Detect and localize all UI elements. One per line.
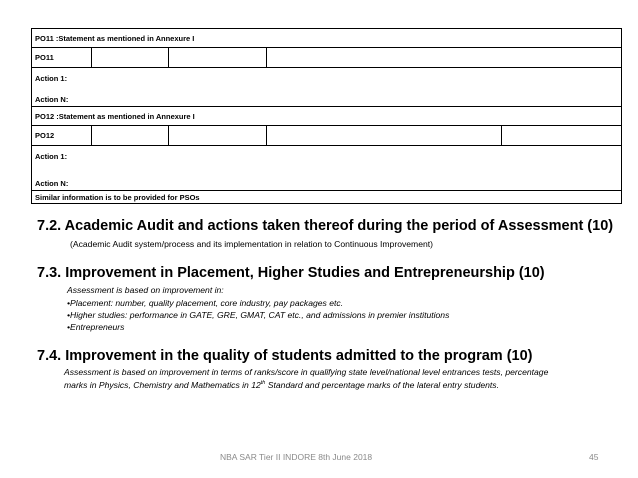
po11-action-last: Action N: bbox=[35, 95, 69, 104]
table-row bbox=[32, 68, 622, 107]
po12-action-last: Action N: bbox=[35, 179, 69, 188]
po12-cell bbox=[169, 126, 267, 146]
pso-note: Similar information is to be provided for PSOs bbox=[32, 191, 622, 204]
po12-label: PO12 bbox=[32, 126, 92, 146]
po12-cell bbox=[92, 126, 169, 146]
table-row bbox=[32, 48, 622, 68]
section-7-4-line1: Assessment is based on improvement in terms of ranks/score in qualifying state level/national level entrances tests, percentage bbox=[64, 367, 549, 377]
po12-cell bbox=[267, 126, 622, 146]
section-7-4-heading: 7.4. Improvement in the quality of students admitted to the program (10) bbox=[37, 348, 533, 364]
po12-statement: PO12 :Statement as mentioned in Annexure I bbox=[32, 107, 622, 126]
section-7-3-intro: Assessment is based on improvement in: bbox=[67, 285, 224, 295]
page-number: 45 bbox=[589, 452, 599, 462]
po11-statement: PO11 :Statement as mentioned in Annexure I bbox=[32, 29, 622, 48]
footer-text: NBA SAR Tier II INDORE 8th June 2018 bbox=[220, 452, 373, 462]
po12-actions bbox=[32, 146, 622, 191]
po11-cell bbox=[267, 48, 622, 68]
section-7-4-line2-tail: Standard and percentage marks of the lateral entry students. bbox=[265, 380, 499, 390]
section-7-3-heading: 7.3. Improvement in Placement, Higher Studies and Entrepreneurship (10) bbox=[37, 265, 545, 281]
po11-actions bbox=[32, 68, 622, 107]
section-7-3-bullet-placement: •Placement: number, quality placement, core industry, pay packages etc. bbox=[67, 298, 344, 308]
table-row bbox=[32, 146, 622, 191]
section-7-4-line2-text: marks in Physics, Chemistry and Mathematics in 12 bbox=[64, 380, 261, 390]
section-7-2-note: (Academic Audit system/process and its implementation in relation to Continuous Improvement) bbox=[70, 239, 434, 249]
section-7-3-bullet-entrepreneurs: •Entrepreneurs bbox=[67, 322, 125, 332]
po11-cell bbox=[92, 48, 169, 68]
table-row bbox=[32, 29, 622, 48]
table-row bbox=[32, 191, 622, 204]
po11-cell bbox=[169, 48, 267, 68]
section-7-2-heading: 7.2. Academic Audit and actions taken thereof during the period of Assessment (10) bbox=[37, 218, 614, 234]
po11-label: PO11 bbox=[32, 48, 92, 68]
table-row bbox=[32, 107, 622, 126]
section-7-3-bullet-higher-studies: •Higher studies: performance in GATE, GRE, GMAT, CAT etc., and admissions in premier institutions bbox=[67, 310, 450, 320]
po11-action-first: Action 1: bbox=[35, 74, 68, 83]
section-7-4-line2-superscript: th bbox=[260, 380, 266, 387]
table-row bbox=[32, 126, 622, 146]
section-7-4-line2 bbox=[64, 380, 499, 390]
po12-action-first: Action 1: bbox=[35, 152, 68, 161]
po-action-table bbox=[31, 28, 622, 204]
